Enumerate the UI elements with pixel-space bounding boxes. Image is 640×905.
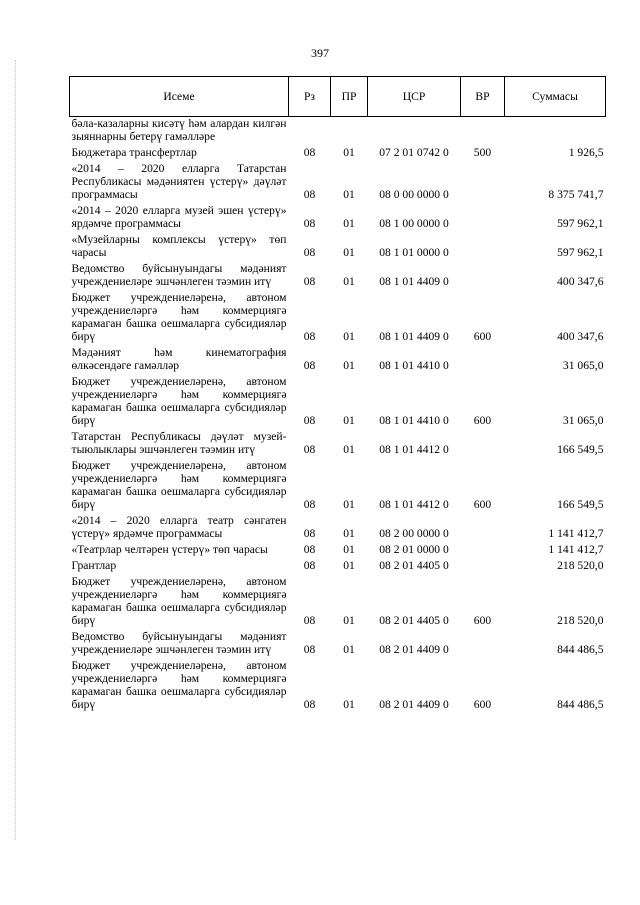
cell-csr: 08 1 01 4409 0 xyxy=(379,330,449,343)
cell-name: Мәдәният һәм кинематография өлкәсендәге гамәлләр xyxy=(71,346,287,372)
cell-vr xyxy=(461,556,505,572)
cell-name: «2014 – 2020 елларга Татарстан Республикасы мәдәниятен үстерү» дәүләт программасы xyxy=(71,162,287,201)
cell-rz: 08 xyxy=(303,498,316,511)
cell-csr: 08 0 00 0000 0 xyxy=(379,188,449,201)
table-row xyxy=(70,159,606,201)
cell-csr: 08 1 01 4412 0 xyxy=(379,443,449,456)
cell-rz: 08 xyxy=(303,330,316,343)
cell-sum: 218 520,0 xyxy=(557,614,604,627)
cell-name: Ведомство буйсынуындагы мәдәният учреждениеләре эшчәнлеген тәэмин итү xyxy=(71,262,287,288)
cell-csr: 07 2 01 0742 0 xyxy=(379,146,449,159)
cell-sum: 1 141 412,7 xyxy=(548,543,604,556)
cell-pr: 01 xyxy=(343,498,355,511)
cell-csr xyxy=(368,117,461,144)
cell-rz: 08 xyxy=(303,614,316,627)
cell-csr: 08 1 01 4409 0 xyxy=(379,275,449,288)
cell-rz: 08 xyxy=(303,275,316,288)
cell-rz: 08 xyxy=(303,217,316,230)
header-rz: Рз xyxy=(289,77,331,117)
table-body xyxy=(70,117,606,712)
cell-name: Бюджет учреждениеләренә, автоном учреждениеләргә һәм коммерциягә карамаган башка оешмаларга субсидияләр бирү xyxy=(71,375,287,427)
header-vr: ВР xyxy=(461,77,505,117)
cell-vr xyxy=(461,159,505,201)
cell-vr xyxy=(461,627,505,656)
cell-vr xyxy=(461,259,505,288)
table-row xyxy=(70,117,606,144)
table-row xyxy=(70,656,606,711)
cell-pr: 01 xyxy=(343,146,355,159)
cell-pr: 01 xyxy=(343,614,355,627)
cell-name: Бюджетара трансфертлар xyxy=(71,146,197,159)
cell-rz: 08 xyxy=(303,543,316,556)
cell-vr: 500 xyxy=(473,146,492,159)
table-row xyxy=(70,201,606,230)
cell-rz: 08 xyxy=(303,643,316,656)
cell-name: «Театрлар челтәрен үстерү» төп чарасы xyxy=(71,543,268,556)
cell-sum: 400 347,6 xyxy=(557,275,604,288)
cell-sum: 1 141 412,7 xyxy=(548,527,604,540)
cell-pr: 01 xyxy=(343,188,355,201)
header-csr: ЦСР xyxy=(368,77,461,117)
cell-vr xyxy=(461,511,505,540)
cell-rz: 08 xyxy=(303,188,316,201)
page-number: 397 xyxy=(311,46,329,60)
cell-vr: 600 xyxy=(473,614,492,627)
cell-vr xyxy=(461,230,505,259)
cell-pr: 01 xyxy=(343,527,355,540)
cell-csr: 08 2 01 4409 0 xyxy=(379,643,449,656)
cell-name: Бюджет учреждениеләренә, автоном учреждениеләргә һәм коммерциягә карамаган башка оешмаларга субсидияләр бирү xyxy=(71,575,287,627)
table-row xyxy=(70,230,606,259)
table-row xyxy=(70,372,606,427)
cell-name: Грантлар xyxy=(71,559,117,572)
cell-sum: 400 347,6 xyxy=(557,330,604,343)
cell-vr xyxy=(461,427,505,456)
cell-rz: 08 xyxy=(303,359,316,372)
cell-sum: 844 486,5 xyxy=(557,698,604,711)
cell-name: Татарстан Республикасы дәүләт музей-тыюлыклары эшчәнлеген тәэмин итү xyxy=(71,430,287,456)
cell-pr xyxy=(331,117,368,144)
cell-pr: 01 xyxy=(343,275,355,288)
cell-pr: 01 xyxy=(343,559,355,572)
cell-name: Бюджет учреждениеләренә, автоном учреждениеләргә һәм коммерциягә карамаган башка оешмаларга субсидияләр бирү xyxy=(71,459,287,511)
table-row xyxy=(70,143,606,159)
cell-rz: 08 xyxy=(303,246,316,259)
table-row xyxy=(70,627,606,656)
cell-name: Бюджет учреждениеләренә, автоном учреждениеләргә һәм коммерциягә карамаган башка оешмаларга субсидияләр бирү xyxy=(71,291,287,343)
cell-name: «2014 – 2020 елларга театр сәнгатен үстерү» ярдәмче программасы xyxy=(71,514,287,540)
cell-pr: 01 xyxy=(343,698,355,711)
cell-csr: 08 1 01 4412 0 xyxy=(379,498,449,511)
cell-csr: 08 2 01 4405 0 xyxy=(379,559,449,572)
cell-name: Ведомство буйсынуындагы мәдәният учреждениеләре эшчәнлеген тәэмин итү xyxy=(71,630,287,656)
cell-rz: 08 xyxy=(303,559,316,572)
budget-table xyxy=(69,76,606,711)
cell-csr: 08 1 01 4410 0 xyxy=(379,359,449,372)
cell-sum: 597 962,1 xyxy=(557,246,604,259)
table-row xyxy=(70,456,606,511)
cell-sum: 31 065,0 xyxy=(562,359,604,372)
table-row xyxy=(70,343,606,372)
cell-pr: 01 xyxy=(343,443,355,456)
cell-csr: 08 2 01 4405 0 xyxy=(379,614,449,627)
cell-vr xyxy=(461,201,505,230)
cell-name: «Музейларны комплексы үстерү» төп чарасы xyxy=(71,233,287,259)
cell-sum: 218 520,0 xyxy=(557,559,604,572)
cell-sum: 8 375 741,7 xyxy=(548,188,604,201)
cell-rz: 08 xyxy=(303,443,316,456)
cell-csr: 08 2 01 4409 0 xyxy=(379,698,449,711)
cell-rz: 08 xyxy=(303,414,316,427)
cell-sum: 597 962,1 xyxy=(557,217,604,230)
cell-sum: 166 549,5 xyxy=(557,498,604,511)
cell-sum xyxy=(505,117,606,144)
table-row xyxy=(70,556,606,572)
cell-pr: 01 xyxy=(343,330,355,343)
cell-name: «2014 – 2020 елларга музей эшен үстерү» ярдәмче программасы xyxy=(71,204,287,230)
table-row xyxy=(70,259,606,288)
header-name: Исеме xyxy=(70,77,289,117)
cell-pr: 01 xyxy=(343,246,355,259)
cell-csr: 08 1 00 0000 0 xyxy=(379,217,449,230)
cell-rz: 08 xyxy=(303,698,316,711)
header-pr: ПР xyxy=(331,77,368,117)
table-row xyxy=(70,572,606,627)
cell-rz: 08 xyxy=(303,527,316,540)
cell-rz xyxy=(289,117,331,144)
cell-pr: 01 xyxy=(343,543,355,556)
cell-name: Бюджет учреждениеләренә, автоном учреждениеләргә һәм коммерциягә карамаган башка оешмаларга субсидияләр бирү xyxy=(71,659,287,711)
cell-sum: 1 926,5 xyxy=(568,146,604,159)
cell-sum: 844 486,5 xyxy=(557,643,604,656)
cell-pr: 01 xyxy=(343,643,355,656)
cell-rz: 08 xyxy=(303,146,316,159)
cell-vr: 600 xyxy=(473,698,492,711)
cell-csr: 08 1 01 0000 0 xyxy=(379,246,449,259)
cell-vr: 600 xyxy=(473,414,492,427)
cell-vr xyxy=(461,117,505,144)
table-row xyxy=(70,511,606,540)
cell-vr xyxy=(461,540,505,556)
cell-sum: 166 549,5 xyxy=(557,443,604,456)
cell-vr: 600 xyxy=(473,498,492,511)
table-row xyxy=(70,288,606,343)
cell-pr: 01 xyxy=(343,217,355,230)
header-sum: Суммасы xyxy=(505,77,606,117)
cell-csr: 08 2 00 0000 0 xyxy=(379,527,449,540)
cell-vr: 600 xyxy=(473,330,492,343)
cell-pr: 01 xyxy=(343,359,355,372)
cell-csr: 08 2 01 0000 0 xyxy=(379,543,449,556)
cell-pr: 01 xyxy=(343,414,355,427)
table-header-row xyxy=(70,77,606,117)
table-row xyxy=(70,540,606,556)
scan-margin-dots xyxy=(15,60,16,840)
table-row xyxy=(70,427,606,456)
cell-sum: 31 065,0 xyxy=(562,414,604,427)
cell-vr xyxy=(461,343,505,372)
cell-csr: 08 1 01 4410 0 xyxy=(379,414,449,427)
cell-name: бәла-казаларны кисәтү һәм алардан килгән зыяннарны бетерү гамәлләре xyxy=(71,117,287,143)
